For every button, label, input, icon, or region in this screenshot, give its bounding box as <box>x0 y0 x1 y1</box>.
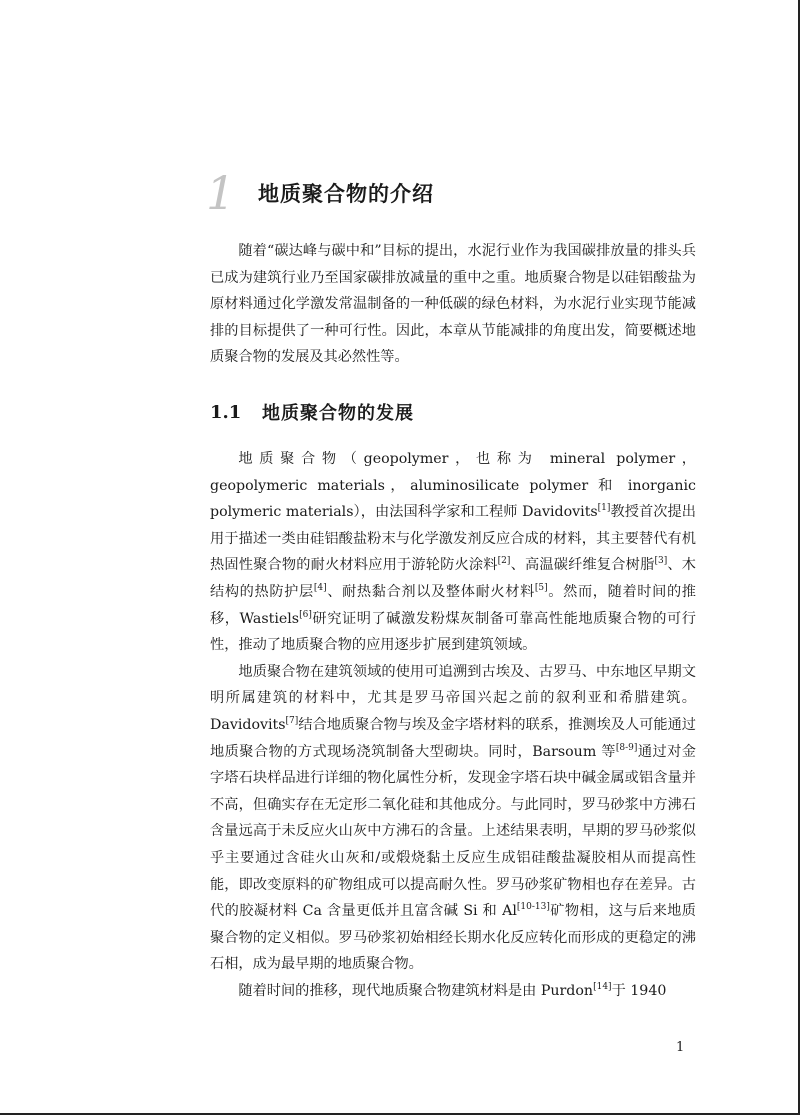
citation-ref: [7] <box>285 715 299 726</box>
citation-ref: [3] <box>654 556 668 567</box>
text-span: 。然而，随着时间的推移，Wastiels <box>210 583 696 627</box>
text-span: 矿物相，这与后来地质聚合物的定义相似。罗马砂浆初始相经长期水化反应转化而形成的更稳定的沸石相，成为最早期的地质聚合物。 <box>210 903 696 973</box>
chapter-heading <box>206 168 434 218</box>
text-span: 结合地质聚合物与埃及金字塔材料的联系，推测埃及人可能通过地质聚合物的方式现场浇筑制备大型砌块。同时，Barsoum 等 <box>210 716 696 760</box>
chapter-title: 地质聚合物的介绍 <box>258 182 434 206</box>
section-number: 1.1 <box>210 401 242 423</box>
citation-ref: [6] <box>299 609 312 620</box>
page-number: 1 <box>676 1040 685 1055</box>
text-span: 于 1940 <box>611 982 667 999</box>
text-span: 、耐热黏合剂以及整体耐火材料 <box>326 583 535 600</box>
paragraph-2 <box>210 659 696 978</box>
intro-paragraph: 随着“碳达峰与碳中和”目标的提出，水泥行业作为我国碳排放量的排头兵已成为建筑行业乃至国家碳排放减量的重中之重。地质聚合物是以硅铝酸盐为原材料通过化学激发常温制备的一种低碳的绿色材料，为水泥行业实现节能减排的目标提供了一种可行性。因此，本章从节能减排的角度出发，简要概述地质聚合物的发展及其必然性等。 <box>210 243 696 366</box>
text-span: 地质聚合物在建筑领域的使用可追溯到古埃及、古罗马、中东地区早期文明所属建筑的材料中，尤其是罗马帝国兴起之前的叙利亚和希腊建筑。Davidovits <box>210 663 696 733</box>
section-heading <box>210 397 414 427</box>
citation-ref: [5] <box>534 582 548 593</box>
citation-ref: [10-13] <box>516 902 550 913</box>
citation-ref: [4] <box>313 582 327 593</box>
text-span: 地质聚合物（geopolymer，也称为 mineral polymer，geopolymeric materials，aluminosilicate polymer 和 inorganic polymeric materials），由法国科学家和工程师 Davidovits <box>210 451 696 521</box>
paragraph-3 <box>210 978 696 1005</box>
text-span: 、高温碳纤维复合树脂 <box>510 557 655 574</box>
text-span: 随着时间的推移，现代地质聚合物建筑材料是由 Purdon <box>238 982 594 999</box>
text-span: 通过对金字塔石块样品进行详细的物化属性分析，发现金字塔石块中碱金属或铝含量并不高，但确实存在无定形二氧化硅和其他成分。与此同时，罗马砂浆中方沸石含量远高于未反应火山灰中方沸石的含量。上述结果表明，早期的罗马砂浆似乎主要通过含硅火山灰和/或煅烧黏土反应生成铝硅酸盐凝胶相从而提高性能，即改变原料的矿物组成可以提高耐久性。罗马砂浆矿物相也存在差异。古代的胶凝材料 Ca 含量更低并且富含碱 Si 和 Al <box>210 743 696 920</box>
chapter-number: 1 <box>206 166 236 220</box>
body-text <box>210 446 696 1004</box>
section-title: 地质聚合物的发展 <box>262 403 414 424</box>
paragraph-1 <box>210 446 696 659</box>
text-span: 研究证明了碱激发粉煤灰制备可靠高性能地质聚合物的可行性，推动了地质聚合物的应用逐步扩展到建筑领域。 <box>210 610 696 654</box>
text-span: 教授首次提出用于描述一类由硅铝酸盐粉末与化学激发剂反应合成的材料，其主要替代有机热固性聚合物的耐火材料应用于游轮防火涂料 <box>210 504 696 574</box>
citation-ref: [2] <box>497 556 511 567</box>
citation-ref: [8-9] <box>615 742 638 753</box>
text-span: 、木结构的热防护层 <box>210 557 696 600</box>
citation-ref: [14] <box>593 981 612 992</box>
citation-ref: [1] <box>597 503 611 514</box>
intro-block <box>210 238 696 371</box>
